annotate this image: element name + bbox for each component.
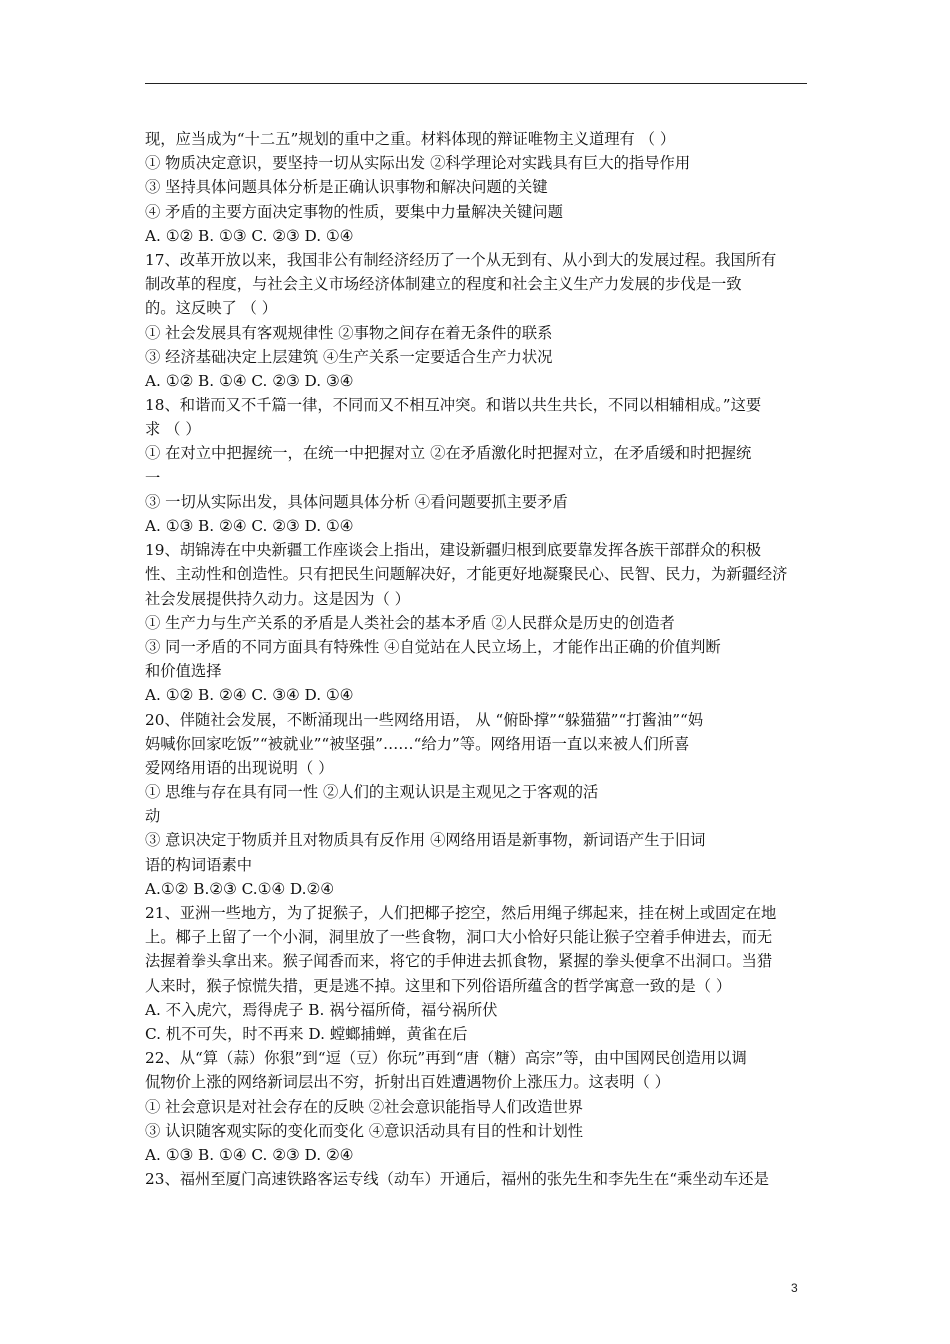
text-line: A.①② B.②③ C.①④ D.②④ [145,879,334,898]
text-line: 现，应当成为“十二五”规划的重中之重。材料体现的辩证唯物主义道理有 （ ） [145,130,676,148]
text-line: ① 社会发展具有客观规律性 ②事物之间存在着无条件的联系 [145,323,553,342]
text-line: ③ 经济基础决定上层建筑 ④生产关系一定要适合生产力状况 [145,347,553,366]
text-line: A. 不入虎穴，焉得虎子 B. 祸兮福所倚，福兮祸所伏 [145,1000,498,1019]
text-line: ③ 坚持具体问题具体分析是正确认识事物和解决问题的关键 [145,178,548,197]
text-line: ① 社会意识是对社会存在的反映 ②社会意识能指导人们改造世界 [145,1097,584,1116]
text-line: 社会发展提供持久动力。这是因为（ ） [145,589,410,608]
text-line: A. ①② B. ②④ C. ③④ D. ①④ [145,686,354,705]
text-line: 21、亚洲一些地方，为了捉猴子，人们把椰子挖空，然后用绳子绑起来，挂在树上或固定在地 [145,904,777,922]
text-line: ③ 意识决定于物质并且对物质具有反作用 ④网络用语是新事物，新词语产生于旧词 [145,831,706,850]
text-line: ① 思维与存在具有同一性 ②人们的主观认识是主观见之于客观的活 [145,783,599,802]
text-line: 人来时，猴子惊慌失措，更是逃不掉。这里和下列俗语所蕴含的哲学寓意一致的是（ ） [145,976,732,995]
text-line: 17、改革开放以来，我国非公有制经济经历了一个从无到有、从小到大的发展过程。我国所有 [145,250,777,269]
text-line: 23、福州至厦门高速铁路客运专线（动车）开通后，福州的张先生和李先生在“乘坐动车还是 [145,1170,769,1189]
text-line: A. ①③ B. ①④ C. ②③ D. ②④ [145,1145,354,1164]
text-line: 20、伴随社会发展，不断涌现出一些网络用语， 从 “俯卧撑”“躲猫猫”“打酱油”“妈 [145,710,704,729]
text-line: 妈喊你回家吃饭”“被就业”“被坚强”……“给力”等。网络用语一直以来被人们所喜 [145,734,690,753]
text-line: ① 在对立中把握统一，在统一中把握对立 ②在矛盾激化时把握对立，在矛盾缓和时把握统 [145,444,752,463]
text-line: A. ①③ B. ②④ C. ②③ D. ①④ [145,517,354,535]
text-line: 的。这反映了 （ ） [145,299,278,318]
text-line: 爱网络用语的出现说明（ ） [145,758,334,777]
text-line: 法握着拳头拿出来。猴子闻香而来，将它的手伸进去抓食物，紧握的拳头便拿不出洞口。当猎 [145,952,773,971]
text-line: 18、和谐而又不千篇一律，不同而又不相互冲突。和谐以共生共长，不同以相辅相成。”这要 [145,396,762,415]
text-line: ① 物质决定意识，要坚持一切从实际出发 ②科学理论对实践具有巨大的指导作用 [145,154,691,173]
text-line: ③ 同一矛盾的不同方面具有特殊性 ④自觉站在人民立场上，才能作出正确的价值判断 [145,637,721,656]
text-line: 动 [145,807,161,826]
text-line: 19、胡锦涛在中央新疆工作座谈会上指出，建设新疆归根到底要靠发挥各族干部群众的积极 [145,541,762,560]
text-line: ④ 矛盾的主要方面决定事物的性质，要集中力量解决关键问题 [145,202,563,221]
document-body [145,127,807,1191]
text-line: 一 [145,468,161,487]
text-line: 侃物价上涨的网络新词层出不穷，折射出百姓遭遇物价上涨压力。这表明（ ） [145,1073,670,1092]
text-line: 22、从“算（蒜）你狠”到“逗（豆）你玩”再到“唐（糖）高宗”等，由中国网民创造用以调 [145,1049,747,1068]
text-line: 和价值选择 [145,662,222,681]
text-line: ① 生产力与生产关系的矛盾是人类社会的基本矛盾 ②人民群众是历史的创造者 [145,613,675,632]
text-line: A. ①② B. ①③ C. ②③ D. ①④ [145,226,354,245]
text-line: 制改革的程度，与社会主义市场经济体制建立的程度和社会主义生产力发展的步伐是一致 [145,275,742,294]
text-line: 上。椰子上留了一个小洞，洞里放了一些食物，洞口大小恰好只能让猴子空着手伸进去，而无 [145,928,773,947]
text-line: ③ 认识随客观实际的变化而变化 ④意识活动具有目的性和计划性 [145,1121,584,1140]
header-rule [145,83,807,84]
text-line: A. ①② B. ①④ C. ②③ D. ③④ [145,371,354,390]
text-line: 语的构词语素中 [145,855,253,874]
text-line: ③ 一切从实际出发，具体问题具体分析 ④看问题要抓主要矛盾 [145,492,568,511]
text-line: 求 （ ） [145,420,201,439]
page-number: 3 [791,1281,798,1295]
text-line: C. 机不可失，时不再来 D. 螳螂捕蝉，黄雀在后 [145,1024,468,1043]
text-line: 性、主动性和创造性。只有把民生问题解决好，才能更好地凝聚民心、民智、民力，为新疆经济 [145,565,788,584]
